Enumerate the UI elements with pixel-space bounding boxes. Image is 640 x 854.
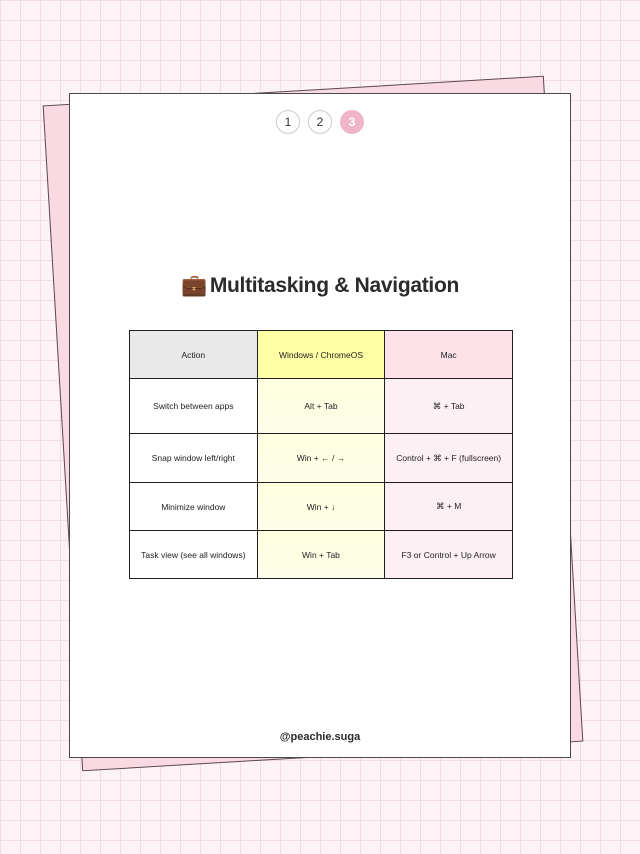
windows-shortcut-cell: Win + Tab <box>257 531 385 579</box>
page-2-button[interactable]: 2 <box>308 110 332 134</box>
slide-title <box>70 274 570 298</box>
briefcase-icon: 💼 <box>180 274 207 297</box>
table-row <box>130 483 513 531</box>
author-handle: @peachie.suga <box>279 731 361 743</box>
table-row <box>130 434 513 483</box>
mac-shortcut-cell: Control + ⌘ + F (fullscreen) <box>385 434 513 483</box>
table-row <box>130 379 513 434</box>
slide-card <box>69 93 571 758</box>
page-1-button[interactable]: 1 <box>276 110 300 134</box>
header-action: Action <box>130 331 258 379</box>
header-mac: Mac <box>385 331 513 379</box>
action-cell: Snap window left/right <box>130 434 258 483</box>
pagination <box>70 110 570 134</box>
windows-shortcut-cell: Win + ← / → <box>257 434 385 483</box>
mac-shortcut-cell: F3 or Control + Up Arrow <box>385 531 513 579</box>
table-header-row <box>130 331 513 379</box>
action-cell: Task view (see all windows) <box>130 531 258 579</box>
action-cell: Switch between apps <box>130 379 258 434</box>
page-3-button[interactable]: 3 <box>340 110 364 134</box>
mac-shortcut-cell: ⌘ + M <box>385 483 513 531</box>
mac-shortcut-cell: ⌘ + Tab <box>385 379 513 434</box>
windows-shortcut-cell: Win + ↓ <box>257 483 385 531</box>
header-windows-chromeos: Windows / ChromeOS <box>257 331 385 379</box>
table-row <box>130 531 513 579</box>
windows-shortcut-cell: Alt + Tab <box>257 379 385 434</box>
slide-title-text: Multitasking & Navigation <box>209 274 460 297</box>
shortcuts-table <box>129 330 513 579</box>
action-cell: Minimize window <box>130 483 258 531</box>
